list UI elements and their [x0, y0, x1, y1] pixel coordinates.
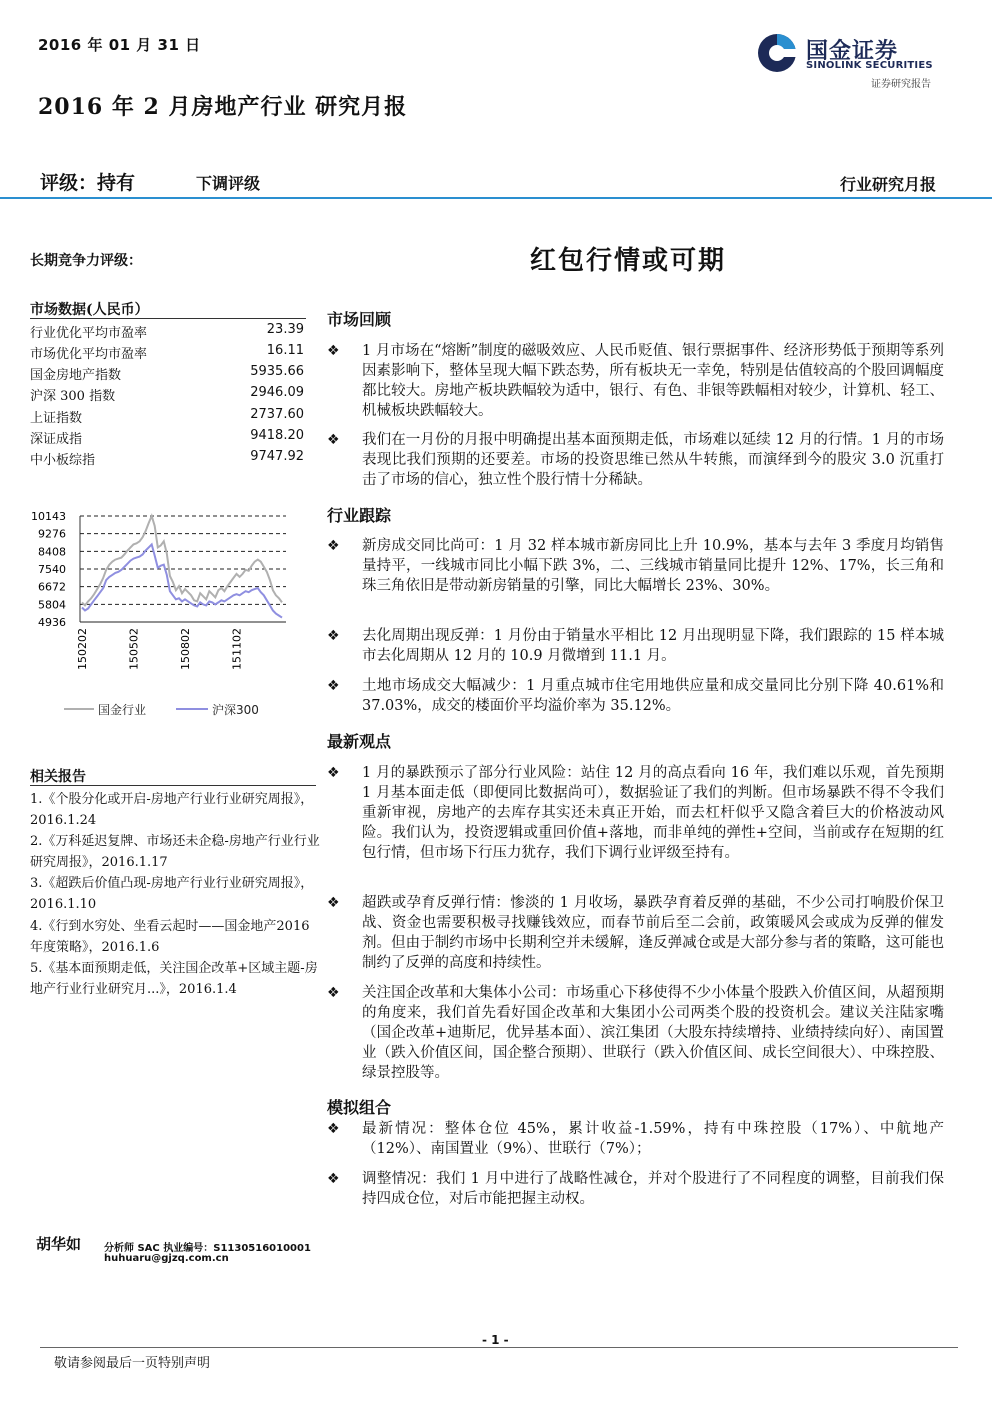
bullet-icon: ❖ [327, 765, 340, 781]
market-value: 16.11 [266, 343, 304, 358]
bullet-icon: ❖ [327, 343, 340, 359]
related-reports-divider [30, 785, 316, 786]
legend-label-csi300: 沪深300 [212, 703, 259, 717]
logo-subtitle: 证券研究报告 [871, 79, 931, 90]
analyst-sac-id: 分析师 SAC 执业编号：S1130516010001 [104, 1243, 311, 1254]
y-tick-label: 8408 [38, 545, 66, 559]
market-label: 上证指数 [30, 411, 83, 426]
sinolink-logo-icon [756, 32, 798, 74]
section-paragraph: 土地市场成交大幅减少：1 月重点城市住宅用地供应量和成交量同比分别下降 40.61%和 37.03%，成交的楼面价平均溢价率为 35.12%。 [362, 678, 944, 714]
market-data-title: 市场数据(人民币） [30, 302, 149, 318]
bullet-icon: ❖ [327, 1171, 340, 1187]
report-headline: 红包行情或可期 [530, 246, 727, 276]
market-row [30, 407, 306, 428]
bullet-icon: ❖ [327, 985, 340, 1001]
bullet-icon: ❖ [327, 628, 340, 644]
market-row [30, 449, 306, 470]
series-line-industry [82, 516, 282, 605]
related-reports-title: 相关报告 [30, 769, 86, 785]
market-value: 2946.09 [250, 385, 304, 400]
y-tick-label: 9276 [38, 527, 66, 541]
market-label: 市场优化平均市盈率 [30, 347, 148, 362]
bullet-icon: ❖ [327, 1121, 340, 1137]
series-line-csi300 [82, 544, 282, 617]
section-paragraph: 最新情况：整体仓位 45%，累计收益-1.59%，持有中珠控股（17%）、中航地产（12%）、南国置业（9%）、世联行（7%）； [362, 1121, 944, 1157]
market-value: 5935.66 [250, 364, 304, 379]
related-report-item[interactable]: 3.《超跌后价值凸现-房地产行业行业研究周报》，2016.1.10 [30, 876, 314, 912]
market-label: 行业优化平均市盈率 [30, 326, 148, 341]
market-label: 中小板综指 [30, 453, 96, 468]
market-label: 深证成指 [30, 432, 83, 447]
related-report-item[interactable]: 4.《行到水穷处、坐看云起时——国金地产2016 年度策略》，2016.1.6 [30, 919, 310, 955]
index-line-chart [28, 500, 318, 730]
related-report-item[interactable]: 1.《个股分化或开启-房地产行业行业研究周报》，2016.1.24 [30, 792, 314, 828]
company-logo [756, 30, 956, 92]
report-date: 2016 年 01 月 31 日 [38, 36, 201, 54]
report-title: 2016 年 2 月房地产行业 研究月报 [38, 94, 408, 120]
x-tick-label: 150802 [179, 628, 193, 670]
section-paragraph: 新房成交同比尚可：1 月 32 样本城市新房同比上升 10.9%，基本与去年 3 季度月均销售量持平，一线城市同比小幅下跌 3%，二、三线城市销量同比提升 12%、17%，长三角和珠三角依旧是带动新房销量的引擎，同比大幅增长 23%、30%。 [362, 538, 944, 594]
rating-change: 下调评级 [196, 174, 261, 193]
y-tick-label: 7540 [38, 562, 66, 576]
market-row [30, 364, 306, 385]
market-value: 9747.92 [250, 449, 304, 464]
related-report-item[interactable]: 2.《万科延迟复牌、市场还未企稳-房地产行业行业研究周报》，2016.1.17 [30, 834, 320, 870]
y-tick-label: 6672 [38, 580, 66, 594]
section-paragraph: 关注国企改革和大集体小公司：市场重心下移使得不少小体量个股跌入价值区间，从超预期的角度来，我们首先看好国企改革和大集团小公司两类个股的投资机会。建议关注陆家嘴（国企改革+迪斯尼，优异基本面）、滨江集团（大股东持续增持、业绩持续向好）、南国置业（跌入价值区间，国企整合预期）、世联行（跌入价值区间、成长空间很大）、中珠控股、绿景控股等。 [362, 985, 944, 1081]
x-tick-label: 150502 [127, 628, 141, 670]
analyst-email[interactable]: huhuaru@gjzq.com.cn [104, 1253, 229, 1264]
market-row [30, 428, 306, 449]
market-row [30, 343, 306, 364]
page-number: - 1 - [482, 1333, 509, 1347]
x-tick-label: 151102 [230, 628, 244, 670]
market-value: 9418.20 [250, 428, 304, 443]
related-report-item[interactable]: 5.《基本面预期走低，关注国企改革+区域主题-房地产行业行业研究月...》，2016.1.4 [30, 961, 318, 997]
market-value: 23.39 [266, 322, 304, 337]
section-paragraph: 我们在一月份的月报中明确提出基本面预期走低，市场难以延续 12 月的行情。1 月的市场表现比我们预期的还要差。市场的投资思维已然从牛转熊，而演绎到今的股灾 3.0 沉重打击了市场的信心，独立性个股行情十分稀缺。 [362, 432, 944, 488]
market-row [30, 385, 306, 406]
footer-disclaimer: 敬请参阅最后一页特别声明 [54, 1356, 211, 1371]
x-tick-label: 150202 [76, 628, 89, 670]
section-title-market-review: 市场回顾 [327, 310, 392, 329]
header-divider [0, 197, 992, 199]
footer-divider [40, 1347, 958, 1348]
market-label: 国金房地产指数 [30, 368, 122, 383]
section-paragraph: 1 月的暴跌预示了部分行业风险：站住 12 月的高点看向 16 年，我们难以乐观，首先预期 1 月基本面走低（即便同比数据尚可），数据验证了我们的判断。但市场暴跌不得不令我们重新审视，房地产的去库存其实还未真正开始，而去杠杆似乎又隐含着巨大的价格波动风险。我们认为，投资逻辑或重回价值+落地，而非单纯的弹性+空间，当前或存在短期的红包行情，但市场下行压力犹存，我们下调行业评级至持有。 [362, 765, 944, 861]
section-title-industry-tracking: 行业跟踪 [327, 506, 392, 525]
y-tick-label: 5804 [38, 598, 66, 612]
logo-english-name: SINOLINK SECURITIES [806, 60, 933, 71]
section-title-model-portfolio: 模拟组合 [327, 1098, 392, 1117]
market-value: 2737.60 [250, 407, 304, 422]
long-term-rating-label: 长期竞争力评级： [30, 253, 142, 269]
report-type: 行业研究月报 [839, 175, 936, 194]
section-paragraph: 去化周期出现反弹：1 月份由于销量水平相比 12 月出现明显下降，我们跟踪的 15 样本城市去化周期从 12 月的 10.9 月微增到 11.1 月。 [362, 628, 944, 664]
market-data-divider [30, 318, 306, 319]
bullet-icon: ❖ [327, 538, 340, 554]
y-tick-label: 4936 [38, 616, 66, 629]
market-row [30, 322, 306, 343]
rating: 评级：持有 [40, 172, 136, 194]
legend-label-industry: 国金行业 [98, 703, 147, 717]
section-paragraph: 超跌或孕育反弹行情：惨淡的 1 月收场，暴跌孕育着反弹的基础，不少公司打响股价保卫战、资金也需要积极寻找赚钱效应，而春节前后至二会前，政策暖风会或成为反弹的催发剂。但由于制约市场中长期利空并未缓解，逢反弹减仓或是大部分参与者的策略，这可能也制约了反弹的高度和持续性。 [362, 895, 944, 971]
bullet-icon: ❖ [327, 895, 340, 911]
bullet-icon: ❖ [327, 432, 340, 448]
section-paragraph: 1 月市场在“熔断”制度的磁吸效应、人民币贬值、银行票据事件、经济形势低于预期等系列因素影响下，整体呈现大幅下跌态势，所有板块无一幸免，特别是估值较高的个股回调幅度都比较大。房地产板块跌幅较为适中，银行、有色、非银等跌幅相对较少，计算机、轻工、机械板块跌幅较大。 [362, 343, 944, 419]
y-tick-label: 10143 [31, 510, 66, 523]
market-label: 沪深 300 指数 [30, 389, 116, 404]
section-title-latest-views: 最新观点 [327, 732, 392, 751]
section-paragraph: 调整情况：我们 1 月中进行了战略性减仓，并对个股进行了不同程度的调整，目前我们保持四成仓位，对后市能把握主动权。 [362, 1171, 944, 1207]
analyst-name: 胡华如 [36, 1235, 82, 1253]
logo-chinese-name: 国金证券 [806, 39, 899, 64]
bullet-icon: ❖ [327, 678, 340, 694]
